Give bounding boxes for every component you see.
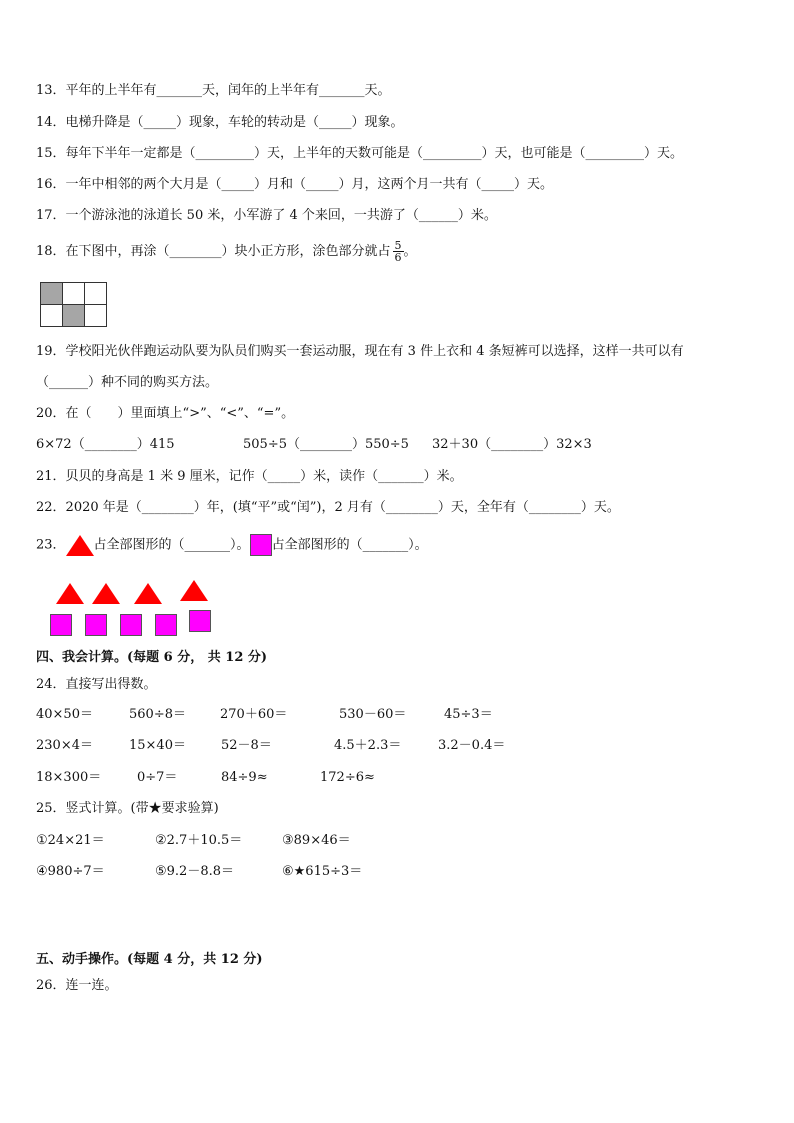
calc-item: 45÷3＝ <box>444 707 493 722</box>
square-icon <box>85 614 107 636</box>
square-icon <box>155 614 177 636</box>
question-23 <box>36 534 428 556</box>
vertical-calc-item: ⑤9.2－8.8＝ <box>155 864 235 879</box>
square-icon <box>250 534 272 556</box>
vertical-calc-item: ②2.7＋10.5＝ <box>155 833 243 848</box>
vertical-calc-item: ⑥★615÷3＝ <box>282 864 363 879</box>
fraction-denominator: 6 <box>394 251 402 264</box>
question-18-text: 18．在下图中，再涂（________）块小正方形，涂色部分就占 <box>36 244 391 259</box>
question-18 <box>36 240 417 263</box>
question-20-title: 20．在（ ）里面填上“>”、“<”、“=”。 <box>36 406 295 421</box>
question-23-part2: 占全部图形的（_______）。 <box>271 537 428 553</box>
grid-cell <box>63 283 85 305</box>
calc-item: 172÷6≈ <box>320 770 375 785</box>
calc-item: 40×50＝ <box>36 707 93 722</box>
vertical-calc-item: ④980÷7＝ <box>36 864 105 879</box>
triangle-icon <box>92 583 120 604</box>
calc-item: 270＋60＝ <box>220 707 288 722</box>
square-icon <box>120 614 142 636</box>
question-13: 13．平年的上半年有_______天，闰年的上半年有_______天。 <box>36 83 391 98</box>
calc-item: 3.2－0.4＝ <box>438 738 506 753</box>
question-26: 26．连一连。 <box>36 978 118 993</box>
fraction-numerator: 5 <box>394 239 402 252</box>
grid-cell <box>41 305 63 327</box>
triangle-icon <box>180 580 208 601</box>
square-icon <box>50 614 72 636</box>
question-23-part1: 占全部图形的（_______）。 <box>93 537 250 553</box>
grid-cell <box>85 305 107 327</box>
question-20-item: 505÷5（________）550÷5 <box>243 437 409 452</box>
calc-item: 230×4＝ <box>36 738 93 753</box>
vertical-calc-item: ③89×46＝ <box>282 833 351 848</box>
triangle-icon <box>56 583 84 604</box>
calc-item: 4.5＋2.3＝ <box>334 738 402 753</box>
question-25-title: 25．竖式计算。(带★要求验算) <box>36 801 219 816</box>
calc-item: 52－8＝ <box>221 738 272 753</box>
question-22: 22．2020 年是（________）年，(填“平”或“闰”)，2 月有（________）天，全年有（________）天。 <box>36 500 620 515</box>
vertical-calc-item: ①24×21＝ <box>36 833 105 848</box>
question-21: 21．贝贝的身高是 1 米 9 厘米，记作（_____）米，读作（_______）米。 <box>36 469 463 484</box>
question-14: 14．电梯升降是（_____）现象，车轮的转动是（_____）现象。 <box>36 115 404 130</box>
question-15: 15．每年下半年一定都是（_________）天，上半年的天数可能是（_________）天，也可能是（_________）天。 <box>36 146 684 161</box>
question-20-item: 32＋30（________）32×3 <box>432 437 592 452</box>
calc-item: 560÷8＝ <box>129 707 186 722</box>
question-20-item: 6×72（________）415 <box>36 437 175 452</box>
question-17: 17．一个游泳池的泳道长 50 米，小军游了 4 个来回，一共游了（______）米。 <box>36 208 497 223</box>
question-16: 16．一年中相邻的两个大月是（_____）月和（_____）月，这两个月一共有（_____）天。 <box>36 177 554 192</box>
fraction-five-sixths <box>393 240 404 263</box>
question-24-title: 24．直接写出得数。 <box>36 677 157 692</box>
triangle-icon <box>134 583 162 604</box>
calc-item: 530－60＝ <box>339 707 407 722</box>
triangle-icon <box>66 535 94 556</box>
section-4-heading: 四、我会计算。(每题 6 分， 共 12 分) <box>36 650 268 665</box>
square-grid <box>40 282 107 327</box>
square-icon <box>189 610 211 632</box>
calc-item: 84÷9≈ <box>221 770 268 785</box>
question-19-line2: （______）种不同的购买方法。 <box>36 375 219 390</box>
question-23-number: 23． <box>36 537 66 553</box>
question-19-line1: 19．学校阳光伙伴跑运动队要为队员们购买一套运动服，现在有 3 件上衣和 4 条短裤可以选择，这样一共可以有 <box>36 344 684 359</box>
question-18-end: 。 <box>403 244 417 259</box>
grid-cell-shaded <box>63 305 85 327</box>
grid-cell <box>85 283 107 305</box>
calc-item: 0÷7＝ <box>137 770 178 785</box>
calc-item: 18×300＝ <box>36 770 102 785</box>
calc-item: 15×40＝ <box>129 738 186 753</box>
grid-cell-shaded <box>41 283 63 305</box>
section-5-heading: 五、动手操作。(每题 4 分，共 12 分) <box>36 952 263 967</box>
